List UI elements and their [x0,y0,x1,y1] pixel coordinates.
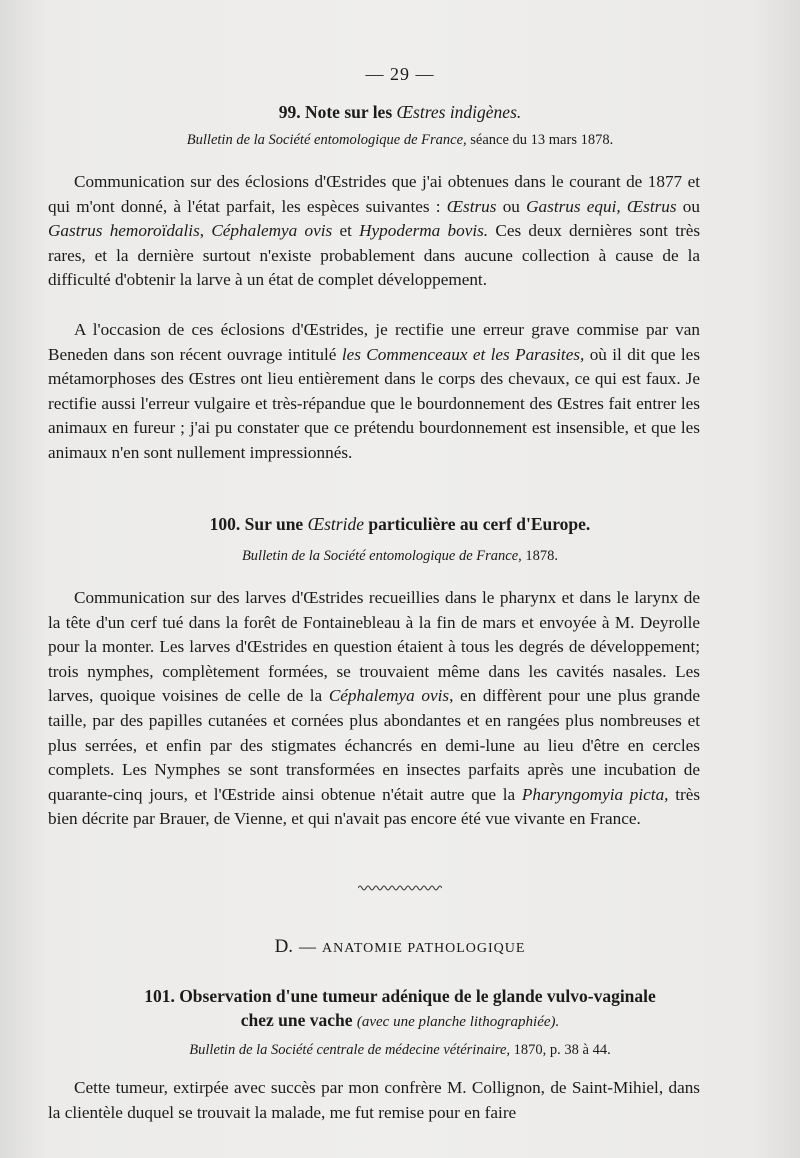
book-title: les Commenceaux et les Parasites, [341,344,585,364]
section-letter: D. [274,936,294,957]
entry-99-source [0,132,800,149]
taxon-name: Gastrus hemoroïdalis [48,221,200,241]
entry-99-source-journal: Bulletin de la Société entomologique de France, [186,132,467,148]
text-run: ou [496,196,527,216]
taxon-name: Œstrus [446,196,497,216]
text-run: , en diffèrent pour une plus grande taille, par des papilles cutanées et cornées plus abondantes et en rangées plus nombreuses et plus serrées, et enfin par des stigmates échancrés en demi-lune au lieu d'être en cercles complets. Les Nymphes se sont transformées en insectes parfaits après une incubation de quarante-cinq jours, et l'Œstride ainsi obtenue n'était autre que la [48,686,701,804]
entry-101-title-line-2 [0,1010,800,1031]
taxon-name: Pharyngomyia picta, [521,784,669,804]
entry-99-title [0,102,800,123]
entry-101-title-line-1: 101. Observation d'une tumeur adénique de le glande vulvo-vaginale [144,986,656,1006]
entry-99-paragraph-2 [48,318,700,466]
page-number: — 29 — [365,64,435,84]
entry-100-title-suffix: particulière au cerf d'Europe. [368,514,591,534]
text-run: et [332,221,360,241]
taxon-name: Gastrus equi, Œstrus [526,196,677,216]
entry-100-source-journal: Bulletin de la Société entomologique de France, [241,548,522,564]
entry-99-source-date: séance du 13 mars 1878. [466,132,614,148]
taxon-name: Céphalemya ovis [328,686,450,706]
taxon-name: Hypoderma bovis. [359,221,489,241]
entry-101-source [0,1042,800,1059]
text-run: Communication sur des larves d'Œstrides recueillies dans le pharynx et dans le larynx de la tête d'un cerf tué dans la forêt de Fontainebleau à la fin de mars et envoyée à M. Deyrolle pour la monter. Les larves d'Œstrides en question étaient à tous les degrés de développement; trois nymphes, complètement formées, se trouvaient même dans les cavités nasales. Les larves, quoique voisines de celle de la [48,588,700,706]
entry-100-source [0,548,800,565]
section-title: ANATOMIE PATHOLOGIQUE [322,941,526,956]
entry-99-title-italic: Œstres indigènes. [396,102,522,122]
entry-100-title-italic: Œstride [307,514,364,534]
entry-101-source-journal: Bulletin de la Société centrale de médecine vétérinaire, [189,1042,511,1058]
taxon-name: Céphalemya ovis [211,221,333,241]
entry-101-title-text: chez une vache [240,1010,353,1030]
wavy-divider [358,884,442,892]
text-run: très bien décrite par Brauer, de Vienne, et qui n'avait pas encore été vue vivante en France. [48,784,701,829]
entry-100-paragraph-1 [48,586,700,832]
section-dash: — [299,937,317,956]
entry-100-title [0,514,800,535]
entry-99-title-prefix: 99. Note sur les [278,102,393,122]
text-run: , [199,221,212,241]
text-run: A l'occasion de ces éclosions d'Œstrides, je rectifie une erreur grave commise par van Beneden dans son récent ouvrage intitulé [48,320,700,364]
entry-101-source-pages: 1870, p. 38 à 44. [510,1042,611,1058]
text-run: Communication sur des éclosions d'Œstrides que j'ai obtenues dans le courant de 1877 et qui m'ont donné, à l'état parfait, les espèces suivantes : [48,172,700,216]
text-run: où il dit que les métamorphoses des Œstres ont lieu entièrement dans le corps des chevaux, ce qui est faux. Je rectifie aussi l'erreur vulgaire et très-répandue que le bourdonnement des Œstres fait entrer les animaux en fureur ; j'ai pu constater que ce prétendu bourdonnement est insensible, et que les animaux n'en sont nullement impressionnés. [48,344,701,462]
section-heading [0,936,800,958]
entry-99-paragraph-1 [48,170,700,293]
entry-100-source-date: 1878. [521,548,559,564]
entry-100-title-prefix: 100. Sur une [209,514,304,534]
entry-101-paragraph-1: Cette tumeur, extirpée avec succès par mon confrère M. Collignon, de Saint-Mihiel, dans la clientèle duquel se trouvait la malade, me fut remise pour en faire [48,1078,700,1122]
text-run: Ces deux dernières sont très rares, et la dernière surtout n'existe probablement dans aucune collection à cause de la difficulté d'obtenir la larve à un état de complet développement. [48,221,701,290]
text-run: ou [676,196,700,216]
entry-101-title-italic: (avec une planche lithographiée). [356,1014,560,1030]
